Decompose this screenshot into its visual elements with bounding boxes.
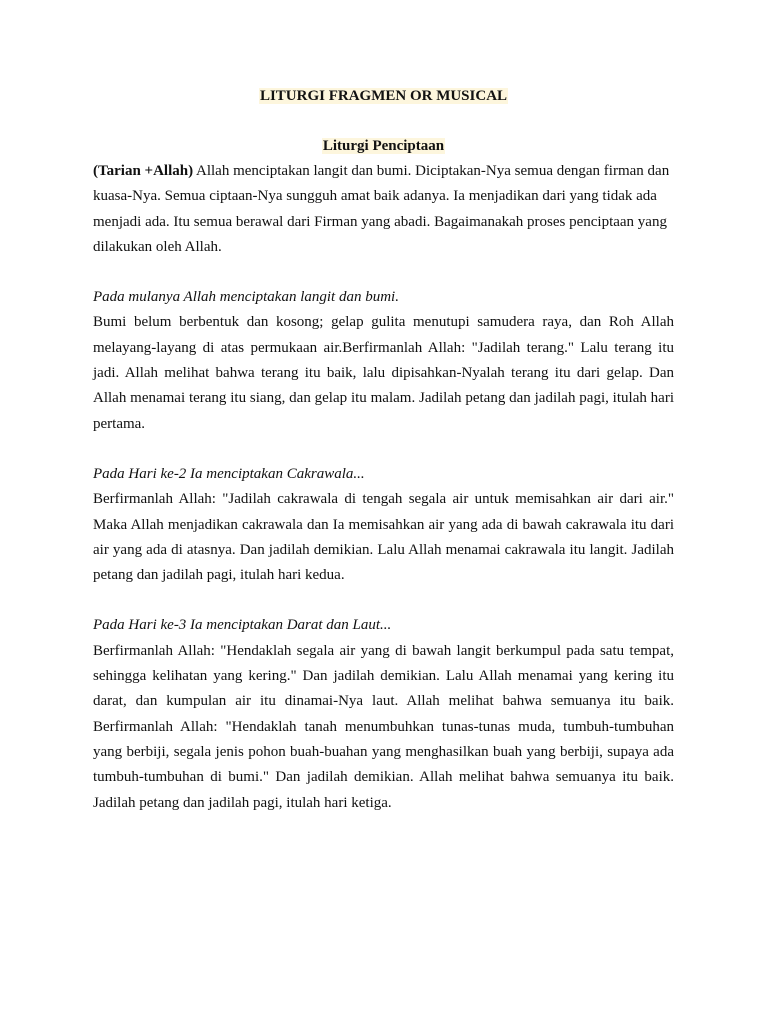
document-title-text: LITURGI FRAGMEN OR MUSICAL <box>259 88 508 104</box>
section-body-1: Bumi belum berbentuk dan kosong; gelap gulita menutupi samudera raya, dan Roh Allah melayang-layang di atas permukaan air.Berfirmanlah Allah: "Jadilah terang." Lalu terang itu jadi. Allah melihat bahwa terang itu baik, lalu dipisahkan-Nyalah terang itu dari gelap. Dan Allah menamai terang itu siang, dan gelap itu malam. Jadilah petang dan jadilah pagi, itulah hari pertama. <box>93 314 674 432</box>
section-heading-2: Pada Hari ke-2 Ia menciptakan Cakrawala... <box>93 465 365 482</box>
document-page <box>93 86 674 816</box>
intro-paragraph <box>93 159 674 260</box>
document-title <box>93 86 674 106</box>
intro-bold-prefix: (Tarian +Allah) <box>93 163 194 179</box>
section-body-3: Berfirmanlah Allah: "Hendaklah segala air yang di bawah langit berkumpul pada satu tempat, sehingga kelihatan yang kering." Dan jadilah demikian. Lalu Allah menamai yang kering itu darat, dan kumpulan air itu dinamai-Nya laut. Allah melihat bahwa semuanya itu baik. Berfirmanlah Allah: "Hendaklah tanah menumbuhkan tunas-tunas muda, tumbuh-tumbuhan yang berbiji, segala jenis pohon buah-buahan yang menghasilkan buah yang berbiji, supaya ada tumbuh-tumbuhan di bumi." Dan jadilah demikian. Allah melihat bahwa semuanya itu baik. Jadilah petang dan jadilah pagi, itulah hari ketiga. <box>93 642 674 811</box>
section-heading-1: Pada mulanya Allah menciptakan langit dan bumi. <box>93 289 399 306</box>
section-body-2: Berfirmanlah Allah: "Jadilah cakrawala di tengah segala air untuk memisahkan air dari air." Maka Allah menjadikan cakrawala dan Ia memisahkan air yang ada di bawah cakrawala itu dari air yang ada di atasnya. Dan jadilah demikian. Lalu Allah menamai cakrawala itu langit. Jadilah petang dan jadilah pagi, itulah hari kedua. <box>93 491 674 584</box>
document-subtitle-text: Liturgi Penciptaan <box>322 138 445 154</box>
intro-text: Allah menciptakan langit dan bumi. Diciptakan-Nya semua dengan firman dan kuasa-Nya. Semua ciptaan-Nya sungguh amat baik adanya. Ia menjadikan dari yang tidak ada menjadi ada. Itu semua berawal dari Firman yang abadi. Bagaimanakah proses penciptaan yang dilakukan oleh Allah. <box>93 163 670 255</box>
document-subtitle <box>93 136 674 156</box>
section-heading-3: Pada Hari ke-3 Ia menciptakan Darat dan Laut... <box>93 617 392 634</box>
